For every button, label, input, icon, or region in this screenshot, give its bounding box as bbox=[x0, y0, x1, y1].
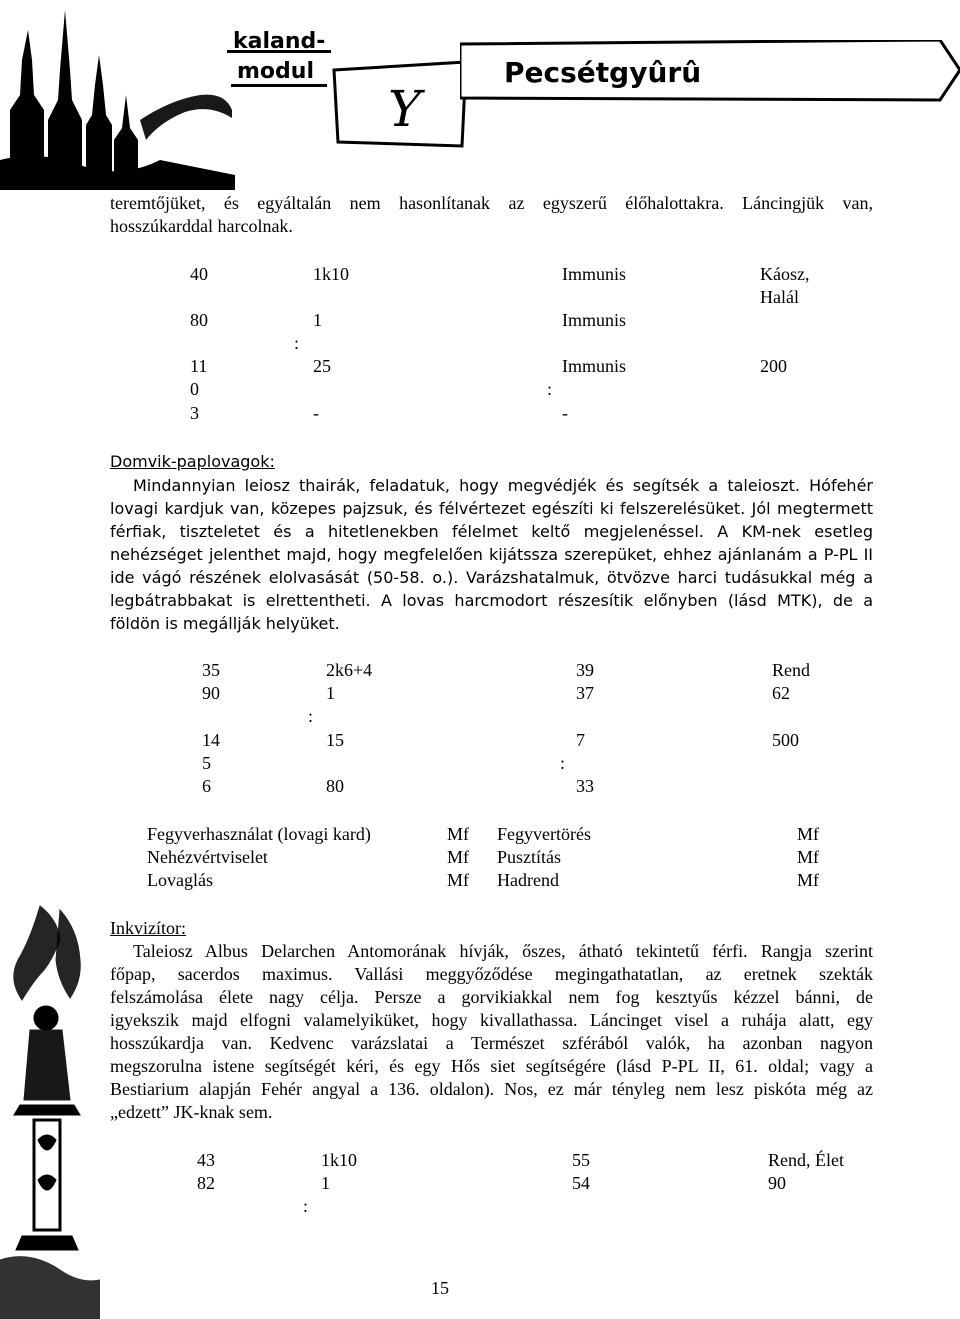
sebzes-value: 1k10 bbox=[313, 264, 349, 284]
logo-line-2: modul bbox=[237, 59, 314, 84]
text-line: igyekszik majd elfogni valamelyiküket, hogy kivallathassa. Láncinget visel a ruhája alatt, egy bbox=[110, 1010, 873, 1030]
skill-level: Mf bbox=[447, 847, 469, 867]
jellem-value: Rend, Élet bbox=[768, 1150, 844, 1170]
sfe-value: 3 bbox=[190, 403, 199, 423]
skill-name: Nehézvértviselet bbox=[147, 847, 268, 867]
text-line: főpap, sacerdos maximus. Vallási meggyőződése megingathatatlan, az eretnek szekták bbox=[110, 964, 873, 984]
section-heading: Domvik-paplovagok: bbox=[110, 452, 275, 471]
tamkor-value: 1 bbox=[313, 310, 322, 330]
sebzes-value: 1k10 bbox=[321, 1150, 357, 1170]
kalandmodul-logo bbox=[225, 28, 335, 98]
ve-value: 14 bbox=[202, 730, 220, 750]
maxtp-value: 200 bbox=[760, 356, 787, 376]
ame-value: 55 bbox=[572, 1150, 590, 1170]
mme-value: 37 bbox=[576, 683, 594, 703]
skill-name: Fegyverhasználat (lovagi kard) bbox=[147, 824, 371, 844]
text-line: Mindannyian leiosz thairák, feladatuk, hogy megvédjék és segítsék a taleioszt. Hófehér bbox=[133, 476, 873, 495]
skill-level: Mf bbox=[447, 824, 469, 844]
skill-level: Mf bbox=[797, 847, 819, 867]
te-value: 82 bbox=[197, 1173, 215, 1193]
ve-value-cont: 0 bbox=[190, 379, 199, 399]
maxtp-value: 500 bbox=[772, 730, 799, 750]
meregellen-value: Immunis bbox=[562, 356, 627, 376]
text-line: földön is megállják helyüket. bbox=[110, 614, 340, 633]
mp-value: 90 bbox=[768, 1173, 786, 1193]
ame-value: Immunis bbox=[562, 264, 627, 284]
section-heading: Inkvizítor: bbox=[110, 918, 186, 938]
intro-paragraph bbox=[110, 192, 873, 238]
te-value: 80 bbox=[190, 310, 208, 330]
text-line: teremtőjüket, és egyáltalán nem hasonlítanak az egyszerű élőhalottakra. Láncingjük van, bbox=[110, 193, 873, 213]
ve-value-cont: 5 bbox=[202, 753, 211, 773]
text-line: nehézséget jelenthet majd, hogy megfelelően kijátssza szerepüket, ehhez ajánlanám a P-PL II bbox=[110, 545, 873, 564]
ep-value: 25 bbox=[313, 356, 331, 376]
jellem-value-cont: Halál bbox=[760, 287, 799, 307]
text-line: hosszúkardja van. Kedvenc varázslatai a Természet szférából valók, ha azonban nagyon bbox=[110, 1033, 873, 1053]
skill-name: Fegyvertörés bbox=[497, 824, 591, 844]
text-line: Taleiosz Albus Delarchen Antomorának hívják, őszes, átható tekintetű férfi. Rangja szerint bbox=[133, 941, 873, 961]
tamkor-value: 1 bbox=[326, 683, 335, 703]
text-line: megszorulna istene segítségét kéri, és egy Hős siet segítségére (lásd P-PL II, 61. oldal; vagy a bbox=[110, 1056, 873, 1076]
sebzes-value: 2k6+4 bbox=[326, 660, 373, 680]
tamkor-value: 1 bbox=[321, 1173, 330, 1193]
text-line: felszámolása élete nagy célja. Persze a gorvikiakkal nem fog kesztyűs kézzel bánni, de bbox=[110, 987, 873, 1007]
ame-value: 39 bbox=[576, 660, 594, 680]
skill-name: Pusztítás bbox=[497, 847, 562, 867]
meregellen-colon: : bbox=[560, 753, 566, 773]
text-line: hosszúkarddal harcolnak. bbox=[110, 216, 293, 236]
sfe-value: 6 bbox=[202, 776, 211, 796]
jellem-value: Káosz, bbox=[760, 264, 810, 284]
meregellen-value: 7 bbox=[576, 730, 585, 750]
fp-value: 80 bbox=[326, 776, 344, 796]
ep-value: 15 bbox=[326, 730, 344, 750]
page-number: 15 bbox=[431, 1278, 449, 1298]
text-line: Bestiarium alapján Fehér angyal a 136. oldalon). Nos, ez már tényleg nem lesz piskóta még az bbox=[110, 1079, 873, 1099]
text-line: ide vágó részének elolvasását (50-58. o.). Varázshatalmuk, ötvözve harci tudásukkal még a bbox=[110, 568, 873, 587]
jellem-value: Rend bbox=[772, 660, 810, 680]
mme-value: 54 bbox=[572, 1173, 590, 1193]
tamkor-colon: : bbox=[303, 1196, 309, 1216]
ve-value: 11 bbox=[190, 356, 208, 376]
text-line: lovagi kardjuk van, közepes pajzsuk, és félvértezet egészíti ki felszerelésüket. Jól megtermett bbox=[110, 499, 873, 518]
skill-level: Mf bbox=[447, 870, 469, 890]
fp-value: - bbox=[313, 403, 319, 423]
seal-mark-emblem bbox=[330, 60, 470, 150]
module-title: Pecsétgyûrû bbox=[504, 56, 702, 89]
ke-value: 40 bbox=[190, 264, 208, 284]
text-line: „edzett” JK-knak sem. bbox=[110, 1102, 273, 1122]
castle-spires-illustration bbox=[0, 0, 235, 190]
section-paragraph bbox=[110, 940, 873, 1124]
angel-border-ornament bbox=[0, 900, 100, 1319]
mp-value: 62 bbox=[772, 683, 790, 703]
tamkor-colon: : bbox=[308, 706, 314, 726]
mme-value: Immunis bbox=[562, 310, 627, 330]
meregellen-colon: : bbox=[547, 379, 553, 399]
skill-level: Mf bbox=[797, 824, 819, 844]
skill-level: Mf bbox=[797, 870, 819, 890]
ke-value: 43 bbox=[197, 1150, 215, 1170]
skill-name: Lovaglás bbox=[147, 870, 213, 890]
text-line: legbátrabbakat is elrettentheti. A lovas harcmodort részesítik előnyben (lásd MTK), de a bbox=[110, 591, 873, 610]
section-paragraph bbox=[110, 474, 873, 635]
logo-line-1: kaland- bbox=[233, 29, 326, 54]
skill-name: Hadrend bbox=[497, 870, 559, 890]
tamkor-colon: : bbox=[294, 333, 300, 353]
psi-value: 33 bbox=[576, 776, 594, 796]
psi-value: - bbox=[562, 403, 568, 423]
header-banner bbox=[460, 40, 960, 110]
te-value: 90 bbox=[202, 683, 220, 703]
seal-mark: Y bbox=[388, 80, 422, 138]
ke-value: 35 bbox=[202, 660, 220, 680]
text-line: férfiak, tiszteletet és a hitetlenekben félelmet keltő megjelenéssel. A KM-nek esetleg bbox=[110, 522, 873, 541]
